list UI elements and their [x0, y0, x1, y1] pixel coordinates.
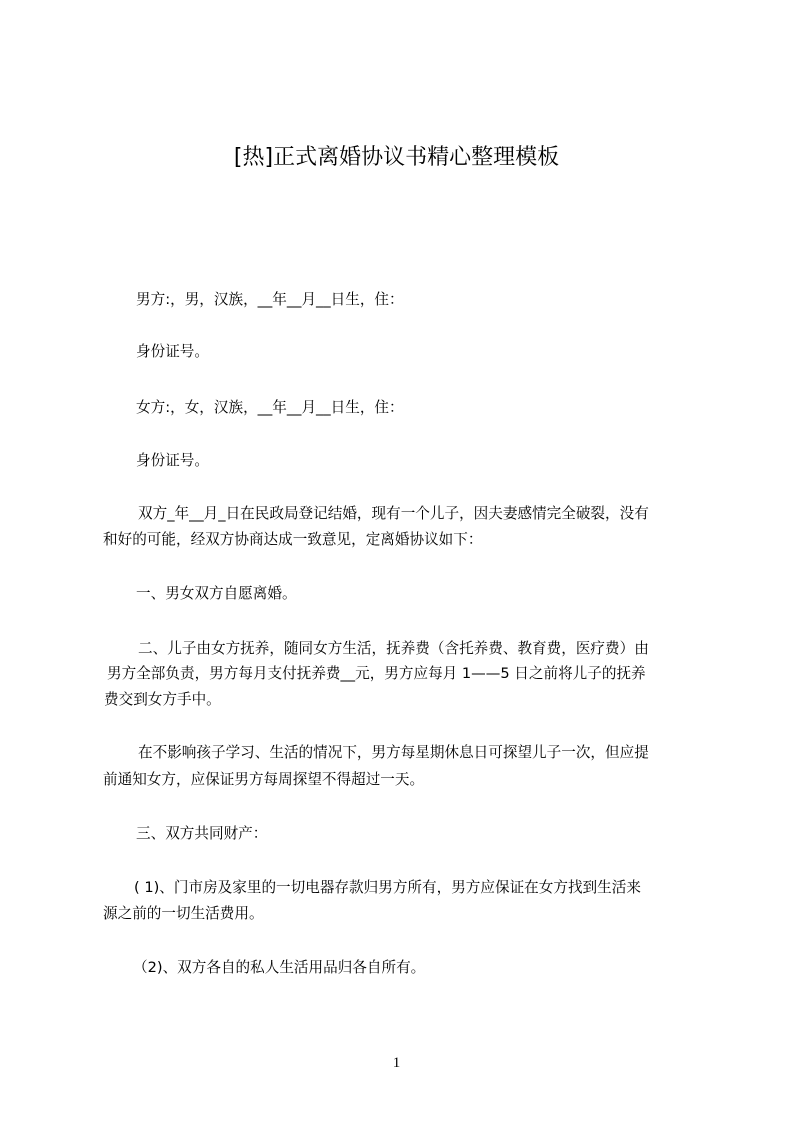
visitation-line-2: 前通知女方，应保证男方每周探望不得超过一天。 — [103, 771, 425, 788]
clause-2-line-3: 费交到女方手中。 — [104, 691, 221, 708]
line-marriage-2: 和好的可能，经双方协商达成一致意见，定离婚协议如下： — [103, 531, 483, 548]
property-item-1-line-1: ( 1)、门市房及家里的一切电器存款归男方所有，男方应保证在女方找到生活来 — [134, 879, 641, 896]
clause-2-line-1: 二、儿子由女方抚养，随同女方生活，抚养费（含托养费、教育费，医疗费）由 — [138, 640, 649, 657]
document-title: [热]正式离婚协议书精心整理模板 — [233, 145, 560, 170]
clause-3: 三、双方共同财产： — [136, 825, 268, 842]
line-female-id: 身份证号。 — [136, 452, 209, 469]
visitation-line-1: 在不影响孩子学习、生活的情况下，男方每星期休息日可探望儿子一次，但应提 — [138, 744, 649, 761]
line-male-party: 男方:，男，汉族，__年__月__日生，住： — [136, 291, 404, 308]
line-marriage-1: 双方_年__月_日在民政局登记结婚，现有一个儿子，因夫妻感情完全破裂，没有 — [138, 505, 649, 522]
page-number: 1 — [392, 1055, 401, 1071]
line-female-party: 女方:，女，汉族，__年__月__日生，住： — [136, 399, 404, 416]
clause-1: 一、男女双方自愿离婚。 — [136, 585, 297, 602]
clause-2-line-2: 男方全部负责，男方每月支付抚养费__元，男方应每月 1——5 日之前将儿子的抚养 — [107, 665, 646, 682]
property-item-1-line-2: 源之前的一切生活费用。 — [103, 905, 264, 922]
line-male-id: 身份证号。 — [136, 343, 209, 360]
property-item-2: （2)、双方各自的私人生活用品归各自所有。 — [133, 959, 426, 976]
